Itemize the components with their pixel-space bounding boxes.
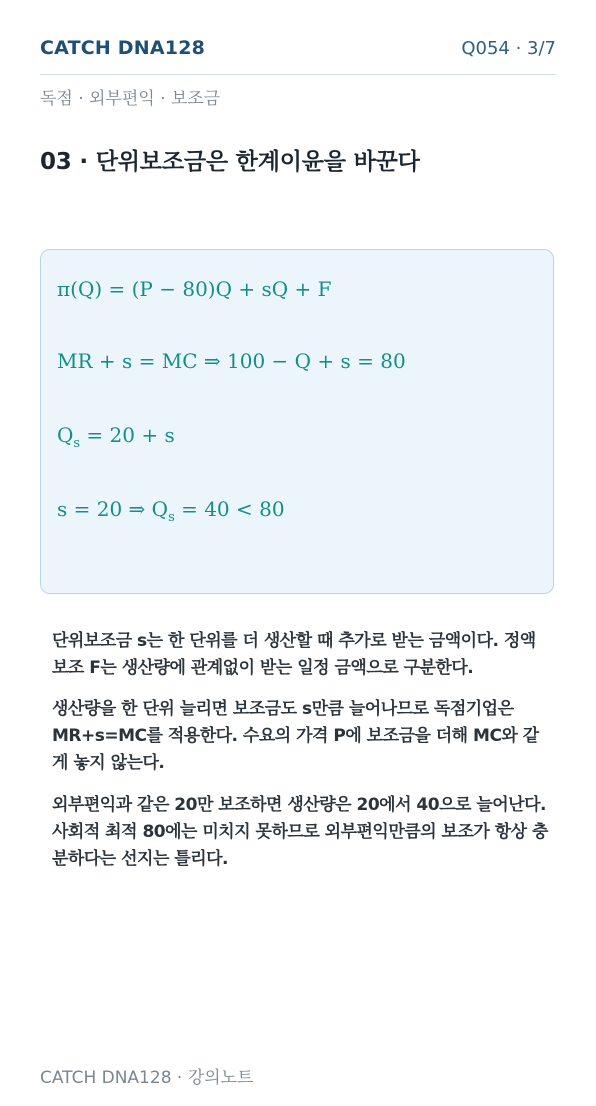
quantity-formula — [57, 423, 175, 451]
page-indicator: Q054 · 3/7 — [461, 38, 556, 59]
brand-title: CATCH DNA128 — [40, 37, 206, 59]
profit-formula: π(Q) = (P − 80)Q + sQ + F — [57, 277, 332, 301]
footer: CATCH DNA128 · 강의노트 — [40, 1068, 254, 1088]
example-formula — [57, 497, 285, 525]
example-formula-rhs: = 40 < 80 — [174, 497, 285, 521]
quantity-formula-rhs: = 20 + s — [80, 423, 175, 447]
formula-box — [40, 249, 554, 594]
header — [40, 36, 556, 75]
paragraph-social-optimum: 외부편익과 같은 20만 보조하면 생산량은 20에서 40으로 늘어난다. 사회적 최적 80에는 미치지 못하므로 외부편익만큼의 보조가 항상 충분하다는 선지는 틀리다. — [52, 795, 548, 869]
quantity-formula-subscript: s — [73, 436, 81, 451]
example-formula-subscript: s — [168, 510, 175, 525]
paragraph-unit-subsidy: 단위보조금 s는 한 단위를 더 생산할 때 추가로 받는 금액이다. 정액보조 F는 생산량에 관계없이 받는 일정 금액으로 구분한다. — [52, 631, 536, 678]
breadcrumb: 독점 · 외부편익 · 보조금 — [40, 89, 221, 109]
paragraph-mr-condition: 생산량을 한 단위 늘리면 보조금도 s만큼 늘어나므로 독점기업은 MR+s=MC를 적용한다. 수요의 가격 P에 보조금을 더해 MC와 같게 놓지 않는다. — [52, 699, 539, 773]
quantity-formula-lhs: Q — [57, 423, 74, 447]
page-title: 03 · 단위보조금은 한계이윤을 바꾼다 — [40, 149, 420, 175]
optimality-condition-formula: MR + s = MC ⇒ 100 − Q + s = 80 — [57, 349, 406, 373]
example-formula-lhs: s = 20 ⇒ Q — [57, 497, 169, 521]
